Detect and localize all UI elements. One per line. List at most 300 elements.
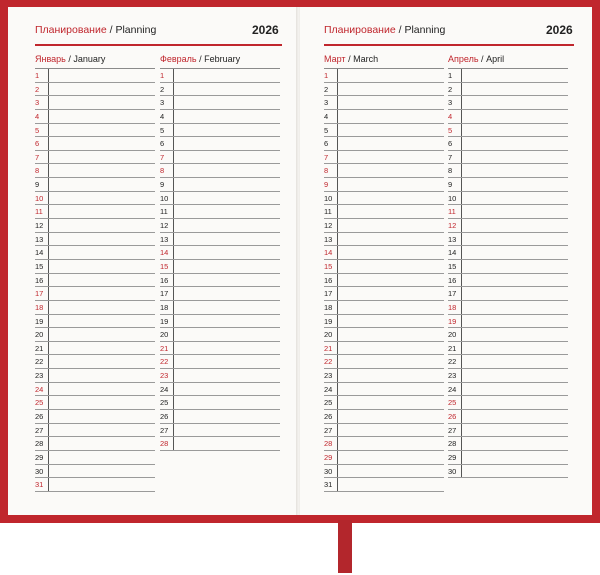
day-row xyxy=(35,410,155,424)
day-note-line[interactable] xyxy=(463,219,568,232)
day-number: 11 xyxy=(448,207,456,217)
day-note-line[interactable] xyxy=(463,342,568,355)
day-note-line[interactable] xyxy=(50,178,155,191)
day-row xyxy=(324,342,444,356)
day-number: 31 xyxy=(324,480,333,490)
day-number: 7 xyxy=(160,152,165,162)
day-number: 27 xyxy=(35,425,44,435)
day-number: 27 xyxy=(448,425,457,435)
day-row xyxy=(35,328,155,342)
day-number: 9 xyxy=(160,180,165,190)
day-number: 6 xyxy=(35,139,40,149)
day-number: 14 xyxy=(448,248,457,258)
day-row xyxy=(448,328,568,342)
day-row xyxy=(324,478,444,492)
page-title-separator: / xyxy=(398,24,402,36)
page-title-ru: Планирование xyxy=(324,24,396,36)
day-row xyxy=(448,219,568,233)
day-rows xyxy=(35,69,155,492)
day-note-line[interactable] xyxy=(175,301,280,314)
day-note-line[interactable] xyxy=(339,478,444,491)
day-note-line[interactable] xyxy=(50,274,155,287)
day-number: 29 xyxy=(35,452,44,462)
day-note-line[interactable] xyxy=(463,383,568,396)
day-note-line[interactable] xyxy=(463,69,568,82)
day-note-line[interactable] xyxy=(175,274,280,287)
day-number: 30 xyxy=(324,466,333,476)
day-note-line[interactable] xyxy=(339,315,444,328)
day-row xyxy=(324,69,444,83)
day-note-line[interactable] xyxy=(50,465,155,478)
day-number: 18 xyxy=(35,302,44,312)
day-row xyxy=(448,246,568,260)
day-note-line[interactable] xyxy=(339,383,444,396)
day-row xyxy=(448,83,568,97)
day-note-line[interactable] xyxy=(50,164,155,177)
day-note-line[interactable] xyxy=(50,219,155,232)
day-row xyxy=(448,96,568,110)
day-number: 14 xyxy=(324,248,333,258)
day-number: 3 xyxy=(448,98,453,108)
day-note-line[interactable] xyxy=(50,328,155,341)
page-title-en: Planning xyxy=(115,24,157,36)
day-row xyxy=(448,287,568,301)
day-number: 28 xyxy=(448,439,457,449)
day-note-line[interactable] xyxy=(339,151,444,164)
day-note-line[interactable] xyxy=(50,205,155,218)
day-number: 11 xyxy=(160,207,168,217)
day-number: 13 xyxy=(324,234,333,244)
day-note-line[interactable] xyxy=(339,451,444,464)
day-row xyxy=(35,274,155,288)
day-number: 2 xyxy=(35,84,40,94)
day-row xyxy=(448,274,568,288)
day-row xyxy=(324,301,444,315)
day-number: 2 xyxy=(324,84,329,94)
day-row xyxy=(160,424,280,438)
day-number: 12 xyxy=(35,221,44,231)
day-note-line[interactable] xyxy=(463,424,568,437)
day-note-line[interactable] xyxy=(339,369,444,382)
day-number: 20 xyxy=(324,330,333,340)
day-number: 22 xyxy=(324,357,333,367)
day-number: 10 xyxy=(35,193,44,203)
day-row xyxy=(324,451,444,465)
day-number: 29 xyxy=(324,452,333,462)
day-row xyxy=(324,192,444,206)
day-row xyxy=(35,233,155,247)
day-row xyxy=(160,437,280,451)
day-row xyxy=(448,69,568,83)
day-number: 19 xyxy=(160,316,169,326)
day-note-line[interactable] xyxy=(463,328,568,341)
day-row xyxy=(448,437,568,451)
day-note-line[interactable] xyxy=(50,369,155,382)
day-note-line[interactable] xyxy=(463,451,568,464)
day-number: 28 xyxy=(324,439,333,449)
day-note-line[interactable] xyxy=(175,410,280,423)
day-note-line[interactable] xyxy=(463,192,568,205)
day-row xyxy=(160,246,280,260)
day-row xyxy=(35,205,155,219)
left-page xyxy=(8,7,298,515)
day-row xyxy=(324,246,444,260)
day-number: 25 xyxy=(324,398,333,408)
day-number: 9 xyxy=(35,180,40,190)
day-number: 22 xyxy=(35,357,44,367)
day-rows xyxy=(160,69,280,451)
day-note-line[interactable] xyxy=(175,355,280,368)
day-row xyxy=(324,137,444,151)
day-row xyxy=(35,301,155,315)
day-note-line[interactable] xyxy=(339,83,444,96)
day-note-line[interactable] xyxy=(50,260,155,273)
day-row xyxy=(160,315,280,329)
day-note-line[interactable] xyxy=(50,192,155,205)
day-note-line[interactable] xyxy=(339,424,444,437)
day-note-line[interactable] xyxy=(463,437,568,450)
day-row xyxy=(324,465,444,479)
day-note-line[interactable] xyxy=(463,369,568,382)
day-row xyxy=(324,151,444,165)
day-note-line[interactable] xyxy=(175,328,280,341)
day-row xyxy=(324,274,444,288)
day-note-line[interactable] xyxy=(50,396,155,409)
day-row xyxy=(160,260,280,274)
day-number: 3 xyxy=(35,98,40,108)
day-note-line[interactable] xyxy=(339,137,444,150)
day-note-line[interactable] xyxy=(175,246,280,259)
day-row xyxy=(324,287,444,301)
day-note-line[interactable] xyxy=(50,451,155,464)
day-row xyxy=(35,260,155,274)
day-row xyxy=(448,369,568,383)
day-number: 2 xyxy=(160,84,165,94)
day-note-line[interactable] xyxy=(463,164,568,177)
day-note-line[interactable] xyxy=(463,396,568,409)
day-number: 25 xyxy=(35,398,44,408)
day-row xyxy=(35,383,155,397)
day-note-line[interactable] xyxy=(175,178,280,191)
day-row xyxy=(35,437,155,451)
day-note-line[interactable] xyxy=(50,137,155,150)
right-page xyxy=(300,7,592,515)
day-note-line[interactable] xyxy=(175,110,280,123)
day-number: 18 xyxy=(324,302,333,312)
day-note-line[interactable] xyxy=(339,437,444,450)
day-note-line[interactable] xyxy=(50,424,155,437)
day-number: 24 xyxy=(35,384,44,394)
day-number: 19 xyxy=(35,316,44,326)
day-row xyxy=(35,287,155,301)
day-note-line[interactable] xyxy=(175,96,280,109)
day-row xyxy=(35,219,155,233)
day-number: 21 xyxy=(448,343,457,353)
day-note-line[interactable] xyxy=(50,437,155,450)
day-note-line[interactable] xyxy=(463,178,568,191)
day-note-line[interactable] xyxy=(339,274,444,287)
month-name-ru: Февраль xyxy=(160,54,197,64)
day-number: 28 xyxy=(160,439,169,449)
day-note-line[interactable] xyxy=(339,396,444,409)
day-number: 7 xyxy=(35,152,40,162)
day-number: 26 xyxy=(160,412,169,422)
day-row xyxy=(35,396,155,410)
day-row xyxy=(160,369,280,383)
day-row xyxy=(35,451,155,465)
day-row xyxy=(324,396,444,410)
day-number: 9 xyxy=(448,180,453,190)
day-note-line[interactable] xyxy=(50,355,155,368)
page-year: 2026 xyxy=(252,23,279,37)
day-note-line[interactable] xyxy=(175,287,280,300)
day-note-line[interactable] xyxy=(339,205,444,218)
page-title xyxy=(35,24,156,40)
day-number: 22 xyxy=(160,357,169,367)
day-row xyxy=(448,205,568,219)
day-row xyxy=(448,164,568,178)
day-row xyxy=(448,178,568,192)
day-number: 27 xyxy=(324,425,333,435)
day-note-line[interactable] xyxy=(175,315,280,328)
day-number: 13 xyxy=(448,234,457,244)
day-number: 4 xyxy=(35,111,40,121)
day-row xyxy=(35,315,155,329)
day-row xyxy=(324,424,444,438)
day-note-line[interactable] xyxy=(463,96,568,109)
day-note-line[interactable] xyxy=(339,355,444,368)
day-note-line[interactable] xyxy=(463,355,568,368)
day-number: 16 xyxy=(324,275,333,285)
day-note-line[interactable] xyxy=(175,124,280,137)
day-number: 1 xyxy=(35,71,40,80)
day-number: 7 xyxy=(324,152,329,162)
day-note-line[interactable] xyxy=(175,233,280,246)
day-note-line[interactable] xyxy=(339,246,444,259)
day-number: 26 xyxy=(35,412,44,422)
day-note-line[interactable] xyxy=(50,151,155,164)
day-number: 22 xyxy=(448,357,457,367)
day-note-line[interactable] xyxy=(50,315,155,328)
day-note-line[interactable] xyxy=(50,83,155,96)
day-number: 21 xyxy=(35,343,44,353)
day-note-line[interactable] xyxy=(463,151,568,164)
month-header: Апрель / April xyxy=(448,54,568,69)
day-row xyxy=(324,355,444,369)
day-row xyxy=(160,355,280,369)
day-row xyxy=(324,178,444,192)
day-note-line[interactable] xyxy=(175,137,280,150)
day-number: 13 xyxy=(35,234,44,244)
day-note-line[interactable] xyxy=(339,328,444,341)
day-number: 25 xyxy=(160,398,169,408)
day-note-line[interactable] xyxy=(339,69,444,82)
day-row xyxy=(35,342,155,356)
day-note-line[interactable] xyxy=(175,151,280,164)
day-number: 1 xyxy=(324,71,329,80)
day-note-line[interactable] xyxy=(50,96,155,109)
day-number: 8 xyxy=(324,166,329,176)
day-row xyxy=(448,465,568,479)
day-row xyxy=(160,219,280,233)
day-note-line[interactable] xyxy=(463,260,568,273)
day-row xyxy=(35,137,155,151)
day-note-line[interactable] xyxy=(50,342,155,355)
day-row xyxy=(324,233,444,247)
bookmark-ribbon xyxy=(338,520,352,573)
day-row xyxy=(160,178,280,192)
day-note-line[interactable] xyxy=(175,342,280,355)
day-row xyxy=(448,233,568,247)
day-note-line[interactable] xyxy=(175,69,280,82)
day-number: 31 xyxy=(35,480,44,490)
day-note-line[interactable] xyxy=(339,192,444,205)
day-note-line[interactable] xyxy=(339,342,444,355)
day-note-line[interactable] xyxy=(175,396,280,409)
day-number: 23 xyxy=(35,371,44,381)
day-row xyxy=(448,151,568,165)
day-row xyxy=(160,396,280,410)
day-row xyxy=(160,301,280,315)
day-row xyxy=(35,192,155,206)
day-note-line[interactable] xyxy=(463,315,568,328)
day-number: 4 xyxy=(324,111,329,121)
day-number: 8 xyxy=(35,166,40,176)
day-note-line[interactable] xyxy=(50,301,155,314)
day-row xyxy=(35,246,155,260)
day-number: 8 xyxy=(160,166,165,176)
day-number: 6 xyxy=(324,139,329,149)
day-note-line[interactable] xyxy=(50,410,155,423)
day-note-line[interactable] xyxy=(339,301,444,314)
day-row xyxy=(324,260,444,274)
day-number: 17 xyxy=(448,289,457,299)
day-row xyxy=(35,424,155,438)
day-note-line[interactable] xyxy=(463,110,568,123)
day-number: 13 xyxy=(160,234,169,244)
day-note-line[interactable] xyxy=(463,246,568,259)
day-note-line[interactable] xyxy=(463,124,568,137)
day-note-line[interactable] xyxy=(339,178,444,191)
day-note-line[interactable] xyxy=(175,83,280,96)
day-row xyxy=(324,110,444,124)
day-note-line[interactable] xyxy=(339,287,444,300)
day-note-line[interactable] xyxy=(339,219,444,232)
day-row xyxy=(160,96,280,110)
day-number: 6 xyxy=(160,139,165,149)
day-row xyxy=(448,260,568,274)
day-number: 8 xyxy=(448,166,453,176)
day-note-line[interactable] xyxy=(463,301,568,314)
day-number: 28 xyxy=(35,439,44,449)
day-note-line[interactable] xyxy=(50,110,155,123)
day-note-line[interactable] xyxy=(175,192,280,205)
day-note-line[interactable] xyxy=(50,233,155,246)
month-name-ru: Январь xyxy=(35,54,66,64)
day-row xyxy=(324,369,444,383)
day-note-line[interactable] xyxy=(463,410,568,423)
day-rows xyxy=(448,69,568,478)
month-column-april xyxy=(448,54,568,478)
day-row xyxy=(35,124,155,138)
day-number: 15 xyxy=(324,261,333,271)
day-row xyxy=(324,437,444,451)
day-number: 16 xyxy=(35,275,44,285)
day-number: 30 xyxy=(35,466,44,476)
day-note-line[interactable] xyxy=(175,424,280,437)
day-row xyxy=(160,274,280,288)
day-number: 12 xyxy=(324,221,333,231)
day-note-line[interactable] xyxy=(175,219,280,232)
day-row xyxy=(35,96,155,110)
day-note-line[interactable] xyxy=(339,233,444,246)
day-note-line[interactable] xyxy=(175,260,280,273)
day-row xyxy=(448,410,568,424)
day-row xyxy=(324,410,444,424)
day-note-line[interactable] xyxy=(339,124,444,137)
day-note-line[interactable] xyxy=(50,287,155,300)
day-number: 16 xyxy=(448,275,457,285)
day-note-line[interactable] xyxy=(463,205,568,218)
day-number: 26 xyxy=(324,412,333,422)
day-row xyxy=(324,164,444,178)
day-note-line[interactable] xyxy=(339,110,444,123)
day-note-line[interactable] xyxy=(463,83,568,96)
day-number: 1 xyxy=(160,71,165,80)
day-note-line[interactable] xyxy=(50,383,155,396)
day-number: 11 xyxy=(35,207,43,217)
day-row xyxy=(448,424,568,438)
day-note-line[interactable] xyxy=(339,96,444,109)
day-note-line[interactable] xyxy=(50,246,155,259)
day-note-line[interactable] xyxy=(50,69,155,82)
day-note-line[interactable] xyxy=(339,410,444,423)
day-number: 14 xyxy=(35,248,44,258)
day-note-line[interactable] xyxy=(463,233,568,246)
day-note-line[interactable] xyxy=(463,465,568,478)
day-note-line[interactable] xyxy=(463,287,568,300)
day-note-line[interactable] xyxy=(463,137,568,150)
day-note-line[interactable] xyxy=(175,383,280,396)
day-row xyxy=(324,124,444,138)
day-note-line[interactable] xyxy=(175,164,280,177)
day-row xyxy=(160,69,280,83)
day-note-line[interactable] xyxy=(50,124,155,137)
day-number: 23 xyxy=(160,371,169,381)
day-note-line[interactable] xyxy=(339,260,444,273)
title-rule xyxy=(324,44,574,46)
day-row xyxy=(35,355,155,369)
day-note-line[interactable] xyxy=(175,369,280,382)
day-note-line[interactable] xyxy=(463,274,568,287)
day-row xyxy=(324,219,444,233)
month-name-ru: Март xyxy=(324,54,346,64)
day-row xyxy=(35,69,155,83)
day-row xyxy=(160,410,280,424)
day-row xyxy=(35,478,155,492)
day-note-line[interactable] xyxy=(339,164,444,177)
day-number: 10 xyxy=(324,193,333,203)
page-title-ru: Планирование xyxy=(35,24,107,36)
day-note-line[interactable] xyxy=(50,478,155,491)
day-note-line[interactable] xyxy=(175,437,280,450)
day-row xyxy=(160,83,280,97)
day-row xyxy=(324,315,444,329)
day-number: 1 xyxy=(448,71,453,80)
month-column-march xyxy=(324,54,444,492)
day-note-line[interactable] xyxy=(175,205,280,218)
day-note-line[interactable] xyxy=(339,465,444,478)
